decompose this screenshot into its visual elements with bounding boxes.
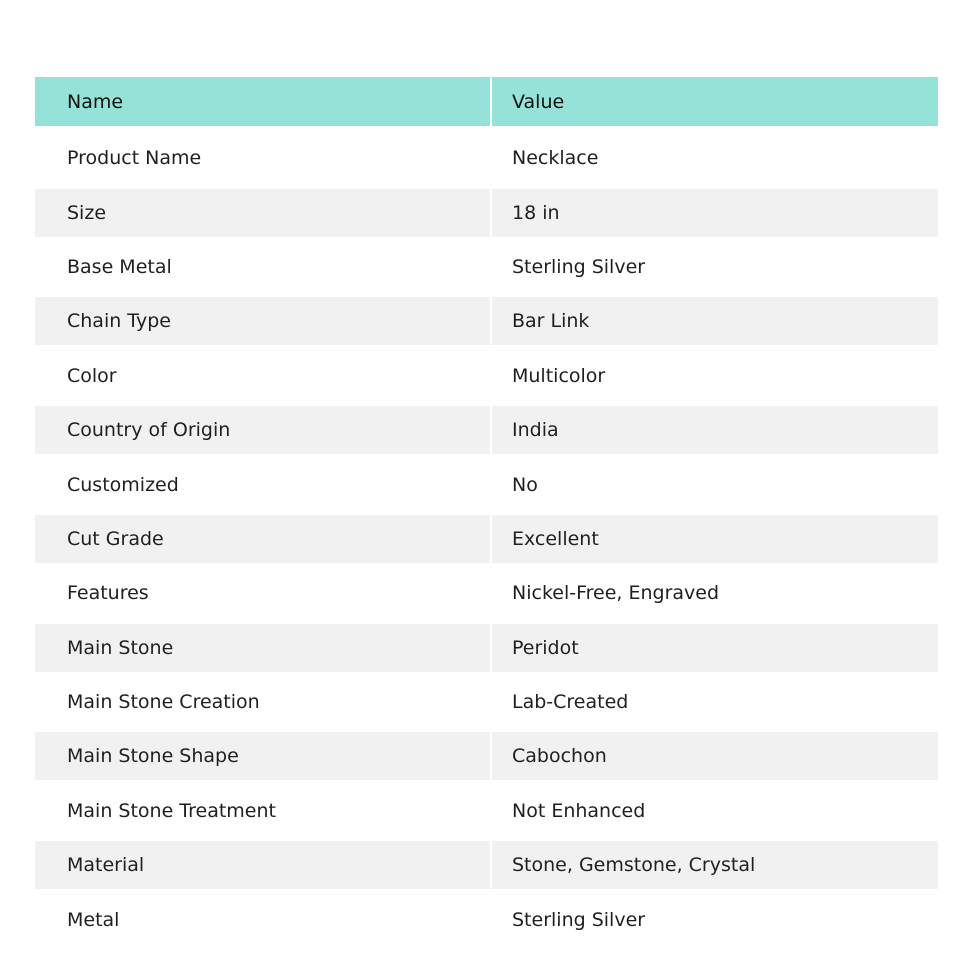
row-value-cell: 18 in — [492, 189, 938, 237]
table-row — [35, 403, 938, 457]
row-value-cell: Peridot — [492, 624, 938, 672]
row-value-cell: Nickel-Free, Engraved — [492, 566, 938, 620]
row-value-cell: Sterling Silver — [492, 240, 938, 294]
row-name-cell: Material — [35, 841, 490, 889]
table-row — [35, 838, 938, 892]
table-row — [35, 675, 938, 729]
row-name-cell: Size — [35, 189, 490, 237]
row-name-cell: Main Stone Creation — [35, 675, 490, 729]
row-name-cell: Cut Grade — [35, 515, 490, 563]
table-row — [35, 566, 938, 620]
row-name-cell: Features — [35, 566, 490, 620]
table-header-row — [35, 77, 938, 126]
row-value-cell: Necklace — [492, 131, 938, 185]
table-row — [35, 457, 938, 511]
row-name-cell: Product Name — [35, 131, 490, 185]
row-value-cell: Not Enhanced — [492, 784, 938, 838]
header-value-cell: Value — [492, 77, 938, 126]
table-row — [35, 512, 938, 566]
row-name-cell: Chain Type — [35, 297, 490, 345]
table-row — [35, 349, 938, 403]
table-row — [35, 892, 938, 946]
row-name-cell: Customized — [35, 457, 490, 511]
row-value-cell: Multicolor — [492, 349, 938, 403]
table-row — [35, 729, 938, 783]
row-value-cell: Stone, Gemstone, Crystal — [492, 841, 938, 889]
header-name-cell: Name — [35, 77, 490, 126]
row-value-cell: Sterling Silver — [492, 892, 938, 946]
row-value-cell: No — [492, 457, 938, 511]
spec-table — [35, 77, 938, 947]
row-value-cell: Excellent — [492, 515, 938, 563]
table-row — [35, 240, 938, 294]
row-name-cell: Color — [35, 349, 490, 403]
row-name-cell: Main Stone Shape — [35, 732, 490, 780]
table-row — [35, 185, 938, 239]
table-row — [35, 131, 938, 185]
table-row — [35, 294, 938, 348]
row-name-cell: Main Stone — [35, 624, 490, 672]
row-name-cell: Metal — [35, 892, 490, 946]
row-name-cell: Country of Origin — [35, 406, 490, 454]
row-value-cell: Bar Link — [492, 297, 938, 345]
row-name-cell: Base Metal — [35, 240, 490, 294]
table-row — [35, 784, 938, 838]
table-row — [35, 621, 938, 675]
row-value-cell: Cabochon — [492, 732, 938, 780]
row-value-cell: Lab-Created — [492, 675, 938, 729]
row-value-cell: India — [492, 406, 938, 454]
row-name-cell: Main Stone Treatment — [35, 784, 490, 838]
